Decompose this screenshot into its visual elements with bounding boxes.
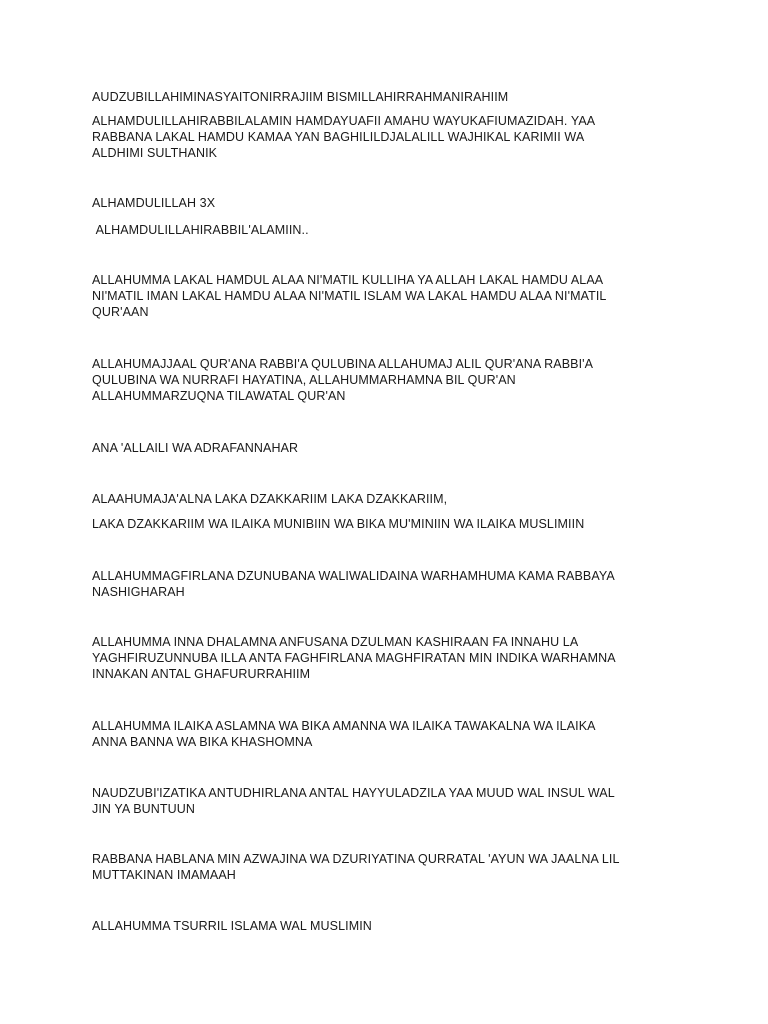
paragraph-alhamdulillah-3x: ALHAMDULILLAH 3X — [92, 196, 216, 210]
paragraph-dzakkariim-1: ALAAHUMAJA'ALNA LAKA DZAKKARIIM LAKA DZAKKARIIM, — [92, 492, 448, 506]
paragraph-forgiveness-parents: ALLAHUMMAGFIRLANA DZUNUBANA WALIWALIDAINA WARHAMHUMA KAMA RABBAYA NASHIGHARAH — [92, 569, 615, 599]
paragraph-alhamdulillahirabbil-alamiin: ALHAMDULILLAHIRABBIL'ALAMIIN.. — [92, 223, 309, 237]
paragraph-taawudz-basmalah: AUDZUBILLAHIMINASYAITONIRRAJIIM BISMILLAHIRRAHMANIRAHIIM — [92, 90, 509, 104]
paragraph-lakal-hamdu: ALLAHUMMA LAKAL HAMDUL ALAA NI'MATIL KULLIHA YA ALLAH LAKAL HAMDU ALAA NI'MATIL IMAN LAKAL HAMDU ALAA NI'MATIL ISLAM WA LAKAL HAMDU ALAA NI'MATIL QUR'AAN — [92, 273, 607, 319]
paragraph-dhalamna-anfusana: ALLAHUMMA INNA DHALAMNA ANFUSANA DZULMAN KASHIRAAN FA INNAHU LA YAGHFIRUZUNNUBA ILLA ANTA FAGHFIRLANA MAGHFIRATAN MIN INDIKA WARHAMNA INNAKAN ANTAL GHAFURURRAHIIM — [92, 635, 616, 681]
paragraph-naudzubi-izatika: NAUDZUBI'IZATIKA ANTUDHIRLANA ANTAL HAYYULADZILA YAA MUUD WAL INSUL WAL JIN YA BUNTUUN — [92, 786, 615, 816]
paragraph-quran-prayer: ALLAHUMAJJAAL QUR'ANA RABBI'A QULUBINA ALLAHUMAJ ALIL QUR'ANA RABBI'A QULUBINA WA NURRAFI HAYATINA, ALLAHUMMARHAMNA BIL QUR'AN ALLAHUMMARZUQNA TILAWATAL QUR'AN — [92, 357, 594, 403]
paragraph-tsurril-islama: ALLAHUMMA TSURRIL ISLAMA WAL MUSLIMIN — [92, 919, 372, 933]
paragraph-ilaika-aslamna: ALLAHUMMA ILAIKA ASLAMNA WA BIKA AMANNA WA ILAIKA TAWAKALNA WA ILAIKA ANNA BANNA WA BIKA KHASHOMNA — [92, 719, 596, 749]
paragraph-rabbana-hablana: RABBANA HABLANA MIN AZWAJINA WA DZURIYATINA QURRATAL 'AYUN WA JAALNA LIL MUTTAKINAN IMAMAAH — [92, 852, 620, 882]
paragraph-hamdalah-opening: ALHAMDULILLAHIRABBILALAMIN HAMDAYUAFII AMAHU WAYUKAFIUMAZIDAH. YAA RABBANA LAKAL HAMDU KAMAA YAN BAGHILILDJALALILL WAJHIKAL KARIMII WA ALDHIMI SULTHANIK — [92, 114, 596, 160]
paragraph-dzakkariim-2: LAKA DZAKKARIIM WA ILAIKA MUNIBIIN WA BIKA MU'MINIIN WA ILAIKA MUSLIMIIN — [92, 517, 585, 531]
paragraph-allaili: ANA 'ALLAILI WA ADRAFANNAHAR — [92, 441, 299, 455]
